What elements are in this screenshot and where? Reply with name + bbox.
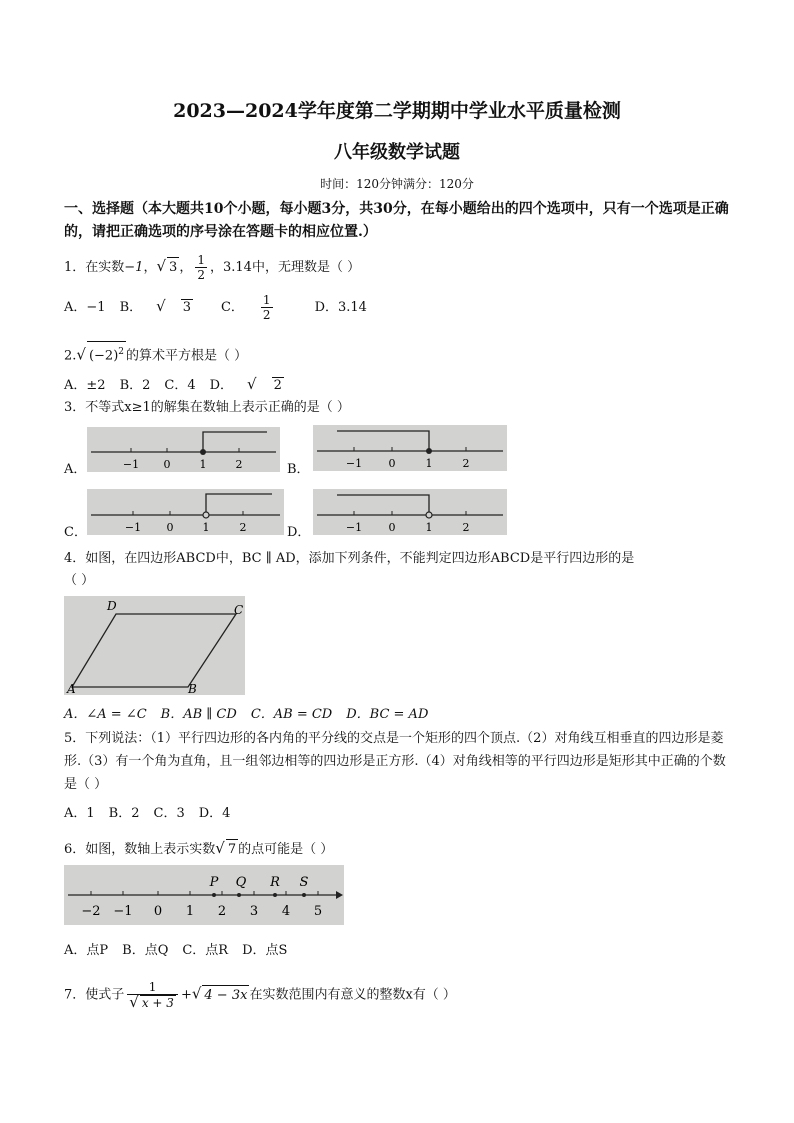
q7-suffix: 在实数范围内有意义的整数x有（ ） [249, 987, 456, 1003]
question-4-paren: （ ） [64, 573, 95, 588]
q6-tick-4: 4 [281, 904, 291, 919]
q3d-tick-neg1: −1 [345, 521, 363, 534]
q6-option-b[interactable]: B．点Q [122, 943, 169, 958]
point-r: R [270, 875, 280, 890]
q1-sqrt-3: 3 [167, 257, 179, 278]
q3b-tick-neg1: −1 [345, 457, 363, 470]
q1-sep: ， [143, 260, 157, 275]
q3-label-d[interactable]: D． [287, 525, 311, 540]
q7-prefix: 7．使式子 [64, 987, 125, 1003]
question-5: 5．下列说法：（1）平行四边形的各内角的平分线的交点是一个矩形的四个顶点.（2）对角线互相垂直的四边形是菱形.（3）有一个角为直角，且一组邻边相等的四边形是正方形.（4）对角线相等的平行四边形是矩形其中正确的个数是（ ） [64, 731, 726, 792]
point-s: S [299, 875, 309, 890]
q3b-tick-2: 2 [462, 457, 470, 470]
vertex-c: C [234, 603, 244, 617]
q3-label-a[interactable]: A． [64, 462, 87, 477]
question-2: 2.√ $(-2)^2$ 的算术平方根是（ ） [64, 341, 247, 366]
q1-option-a[interactable]: A．−1 [64, 300, 106, 315]
q6-prefix: 6．如图，数轴上表示实数 [64, 842, 216, 857]
q2-option-d[interactable]: D． √ 2 [209, 375, 282, 393]
q1-value-314: 3.14 [222, 260, 252, 275]
number-line-d [313, 489, 507, 535]
q3a-tick-2: 2 [235, 458, 243, 471]
q6-options [64, 939, 301, 958]
q2-option-b[interactable]: B．2 [119, 378, 151, 393]
number-line-c [87, 489, 284, 535]
q4-option-a[interactable]: A．∠A = ∠C [64, 707, 147, 722]
q1-options [64, 293, 381, 322]
vertex-a: A [67, 682, 76, 695]
q6-tick-neg1: −1 [113, 904, 133, 919]
q5-option-c[interactable]: C．3 [153, 806, 185, 821]
section-heading: 一、选择题（本大题共10个小题，每小题3分，共30分，在每小题给出的四个选项中，只有一个选项是正确的，请把正确选项的序号涂在答题卡的相应位置.） [64, 201, 729, 240]
q7-sqrt: 4 − 3x [202, 985, 249, 1006]
q3-figure-a[interactable] [87, 427, 280, 472]
q6-tick-5: 5 [313, 904, 323, 919]
q3b-tick-0: 0 [388, 457, 396, 470]
q5-option-d[interactable]: D．4 [198, 806, 231, 821]
q6-tick-neg2: −2 [81, 904, 101, 919]
q7-fraction: $\frac{1}{√ x + 3}$ [127, 980, 178, 1010]
q6-tick-0: 0 [153, 904, 163, 919]
vertex-b: B [188, 682, 197, 695]
q1-suffix: 中，无理数是（ ） [251, 260, 361, 275]
q3d-tick-1: 1 [425, 521, 433, 534]
q2-options [64, 374, 312, 393]
q4-figure [64, 596, 245, 695]
q1-prefix: 1．在实数 [64, 260, 125, 275]
q1-value-neg1: −1 [124, 260, 144, 275]
q4-option-d[interactable]: D．BC = AD [346, 707, 429, 722]
q3d-tick-0: 0 [388, 521, 396, 534]
q3c-tick-2: 2 [239, 521, 247, 534]
parallelogram-abcd [64, 596, 245, 695]
q6-figure [64, 865, 344, 925]
question-7: 7．使式子 $\frac{1}{√ x + 3}$ +√ 4 − 3x 在实数范围内有意义的整数x有（ ） [64, 980, 456, 1011]
q1-option-d[interactable]: D．3.14 [314, 300, 367, 315]
q4-option-b[interactable]: B．AB ∥ CD [160, 707, 237, 722]
q4-options [64, 703, 442, 722]
q6-option-d[interactable]: D．点S [242, 943, 288, 958]
q3c-tick-1: 1 [202, 521, 210, 534]
number-line-b [313, 425, 507, 471]
point-q: Q [235, 875, 247, 890]
q3a-tick-1: 1 [199, 458, 207, 471]
q5-option-b[interactable]: B．2 [108, 806, 140, 821]
q7-plus: + [180, 987, 192, 1003]
question-6: 6．如图，数轴上表示实数√ 7 的点可能是（ ） [64, 838, 333, 860]
q6-tick-2: 2 [217, 904, 227, 919]
q3a-tick-neg1: −1 [122, 458, 140, 471]
q5-option-a[interactable]: A．1 [64, 806, 95, 821]
q2-option-a[interactable]: A．±2 [64, 378, 106, 393]
q2-number: 2. [64, 348, 77, 364]
q3d-tick-2: 2 [462, 521, 470, 534]
number-line-q6 [64, 865, 344, 925]
q2-radicand: $(-2)^2$ [87, 341, 126, 366]
question-1: 1．在实数−1，√ 3 ， $\frac{1}{2}$ ，3.14中，无理数是（ ） [64, 253, 361, 282]
q6-option-c[interactable]: C．点R [182, 943, 229, 958]
exam-title: 2023—2024学年度第二学期期中学业水平质量检测 [173, 100, 621, 122]
q3-figure-d[interactable] [313, 489, 507, 535]
q3a-tick-0: 0 [163, 458, 171, 471]
number-line-a [87, 427, 280, 472]
q3-label-b[interactable]: B． [287, 462, 310, 477]
q4-option-c[interactable]: C．AB = CD [250, 707, 333, 722]
vertex-d: D [107, 599, 117, 613]
q5-options [64, 802, 244, 821]
exam-subtitle: 八年级数学试题 [334, 142, 460, 163]
q6-option-a[interactable]: A．点P [64, 943, 109, 958]
question-3: 3．不等式x≥1的解集在数轴上表示正确的是（ ） [64, 400, 350, 415]
q6-sqrt-7: 7 [226, 839, 238, 860]
q6-suffix: 的点可能是（ ） [238, 842, 334, 857]
point-p: P [209, 875, 219, 890]
q3-label-c[interactable]: C． [64, 525, 87, 540]
q1-fraction: $\frac{1}{2}$ [197, 253, 205, 282]
q6-tick-3: 3 [249, 904, 259, 919]
q2-option-c[interactable]: C．4 [164, 378, 196, 393]
question-4: 4．如图，在四边形ABCD中，BC ∥ AD，添加下列条件，不能判定四边形ABCD是平行四边形的是 [64, 551, 635, 566]
q3-figure-b[interactable] [313, 425, 507, 471]
time-info: 时间：120分钟满分：120分 [320, 177, 474, 191]
q3c-tick-0: 0 [166, 521, 174, 534]
q2-suffix: 的算术平方根是（ ） [126, 348, 248, 364]
q1-option-c[interactable]: C． $\frac{1}{2}$ [220, 293, 271, 322]
q1-option-b[interactable]: B． √ 3 [119, 297, 191, 315]
q3b-tick-1: 1 [425, 457, 433, 470]
q6-tick-1: 1 [185, 904, 195, 919]
q3-figure-c[interactable] [87, 489, 284, 535]
q3c-tick-neg1: −1 [124, 521, 142, 534]
